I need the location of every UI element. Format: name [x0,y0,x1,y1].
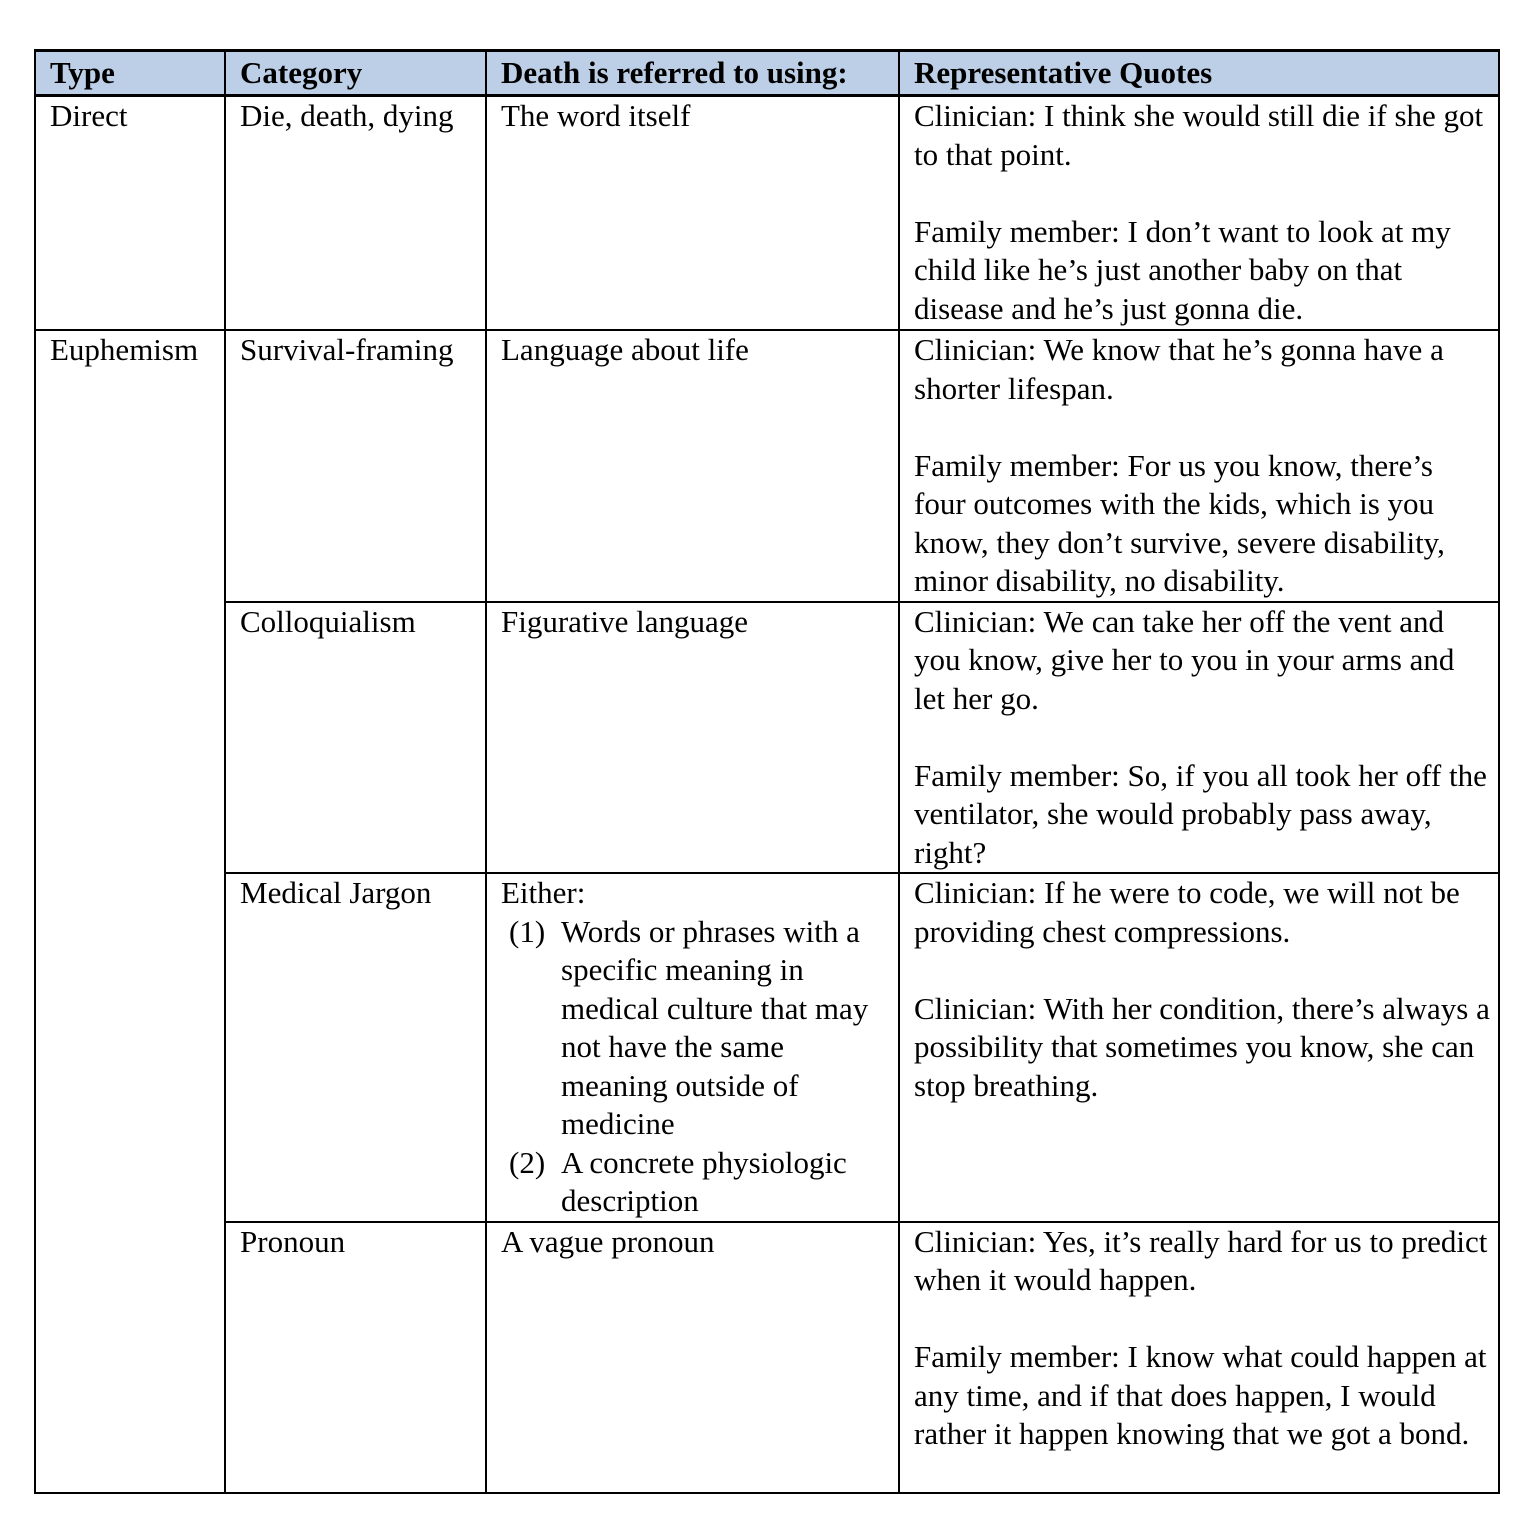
quote: Clinician: We know that he’s gonna have a shorter lifespan. [914,332,1444,406]
category-cell: Survival-framing [225,330,486,602]
quotes-cell [899,873,1499,1222]
referred-cell [486,873,899,1222]
category-cell: Colloquialism [225,602,486,874]
quotes-cell [899,1222,1499,1493]
table-row [35,1222,1499,1493]
header-row [35,51,1499,96]
list-text: Words or phrases with a specific meaning in medical culture that may not have the same meaning outside of medicine [561,913,869,1141]
list-text: A concrete physiologic description [561,1144,847,1218]
category-cell: Pronoun [225,1222,486,1493]
referred-cell: Figurative language [486,602,899,874]
quotes-cell [899,96,1499,331]
table-row [35,96,1499,331]
referred-intro: Either: [501,875,586,910]
referred-list [501,913,888,1221]
list-number: (2) [509,1144,546,1180]
referred-cell: The word itself [486,96,899,331]
list-item [501,1144,888,1221]
category-cell: Die, death, dying [225,96,486,331]
header-category: Category [225,51,486,96]
header-type: Type [35,51,225,96]
quote: Clinician: I think she would still die if she got to that point. [914,98,1484,172]
quote: Family member: So, if you all took her off the ventilator, she would probably pass away, right? [914,757,1487,870]
quote: Family member: I don’t want to look at my child like he’s just another baby on that disease and he’s just gonna die. [914,213,1451,326]
type-cell: Direct [35,96,225,331]
category-cell: Medical Jargon [225,873,486,1222]
quote: Family member: For us you know, there’s four outcomes with the kids, which is you know, they don’t survive, severe disability, minor disability, no disability. [914,447,1445,598]
quote: Clinician: Yes, it’s really hard for us to predict when it would happen. [914,1223,1488,1297]
header-referred: Death is referred to using: [486,51,899,96]
quote: Clinician: If he were to code, we will not be providing chest compressions. [914,875,1460,949]
list-item [501,913,888,1144]
header-quotes: Representative Quotes [899,51,1499,96]
table-row [35,873,1499,1222]
quote: Family member: I know what could happen at any time, and if that does happen, I would rather it happen knowing that we got a bond. [914,1339,1487,1451]
quote: Clinician: We can take her off the vent and you know, give her to you in your arms and let her go. [914,603,1455,716]
referred-cell: A vague pronoun [486,1222,899,1493]
table-row [35,330,1499,602]
type-cell: Euphemism [35,330,225,1493]
quotes-cell [899,602,1499,874]
quotes-cell [899,330,1499,602]
referred-cell: Language about life [486,330,899,602]
quote: Clinician: With her condition, there’s always a possibility that sometimes you know, she can stop breathing. [914,990,1490,1103]
table-row [35,602,1499,874]
list-number: (1) [509,913,546,949]
death-references-table [34,49,1500,1494]
